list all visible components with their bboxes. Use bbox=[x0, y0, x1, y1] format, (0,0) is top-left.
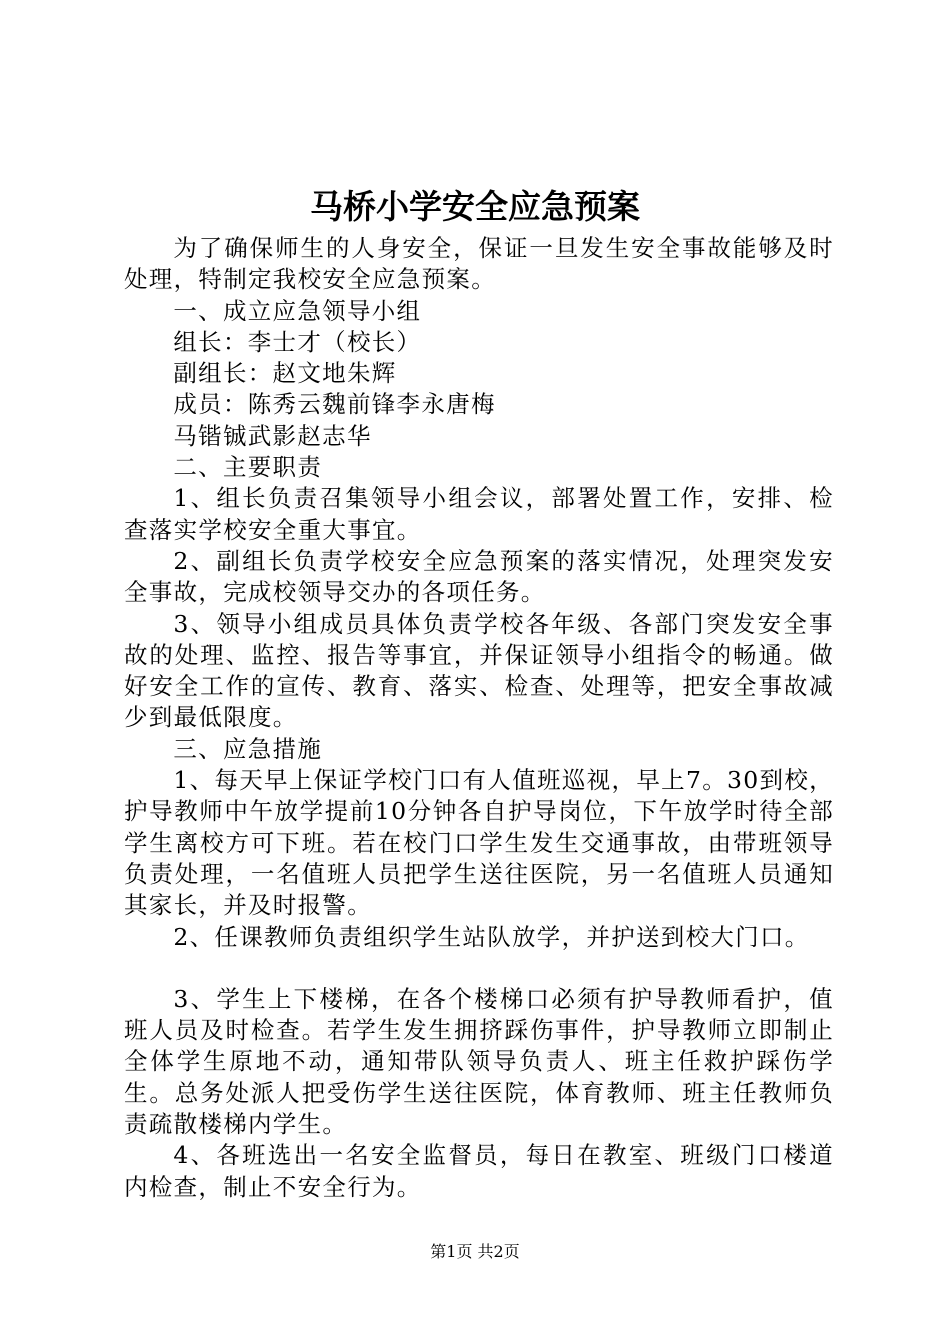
duty-item-3: 3、领导小组成员具体负责学校各年级、各部门突发安全事故的处理、监控、报告等事宜，并保证领导小组指令的畅通。做好安全工作的宣传、教育、落实、检查、处理等，把安全事故减少到最低限度。 bbox=[124, 609, 834, 732]
section-heading-leadership-group: 一、成立应急领导小组 bbox=[173, 296, 422, 325]
measure-item-1: 1、每天早上保证学校门口有人值班巡视，早上7。30到校，护导教师中午放学提前10分钟各自护导岗位，下午放学时待全部学生离校方可下班。若在校门口学生发生交通事故，由带班领导负责处理，一名值班人员把学生送往医院，另一名值班人员通知其家长，并及时报警。 bbox=[124, 766, 834, 920]
members-line: 成员：陈秀云魏前锋李永唐梅 bbox=[173, 390, 496, 419]
duty-item-1: 1、组长负责召集领导小组会议，部署处置工作，安排、检查落实学校安全重大事宜。 bbox=[124, 484, 834, 544]
duty-item-2: 2、副组长负责学校安全应急预案的落实情况，处理突发安全事故，完成校领导交办的各项任务。 bbox=[124, 546, 834, 607]
deputy-leader-line: 副组长：赵文地朱辉 bbox=[173, 359, 397, 388]
document-body bbox=[124, 233, 834, 1203]
document-title: 马桥小学安全应急预案 bbox=[310, 187, 640, 226]
measure-item-2: 2、任课教师负责组织学生站队放学，并护送到校大门口。 bbox=[173, 922, 810, 951]
section-heading-duties: 二、主要职责 bbox=[173, 453, 323, 482]
measure-item-4: 4、各班选出一名安全监督员，每日在教室、班级门口楼道内检查，制止不安全行为。 bbox=[124, 1141, 834, 1201]
section-heading-measures: 三、应急措施 bbox=[173, 734, 323, 763]
group-leader-line: 组长：李士才（校长） bbox=[173, 327, 422, 356]
page-footer: 第1页 共2页 bbox=[430, 1242, 520, 1261]
intro-paragraph: 为了确保师生的人身安全，保证一旦发生安全事故能够及时处理，特制定我校安全应急预案。 bbox=[124, 234, 834, 294]
members-line-continued: 马锴铖武影赵志华 bbox=[173, 421, 372, 450]
measure-item-3: 3、学生上下楼梯，在各个楼梯口必须有护导教师看护，值班人员及时检查。若学生发生拥挤踩伤事件，护导教师立即制止全体学生原地不动，通知带队领导负责人、班主任救护踩伤学生。总务处派人把受伤学生送往医院，体育教师、班主任教师负责疏散楼梯内学生。 bbox=[124, 984, 834, 1139]
